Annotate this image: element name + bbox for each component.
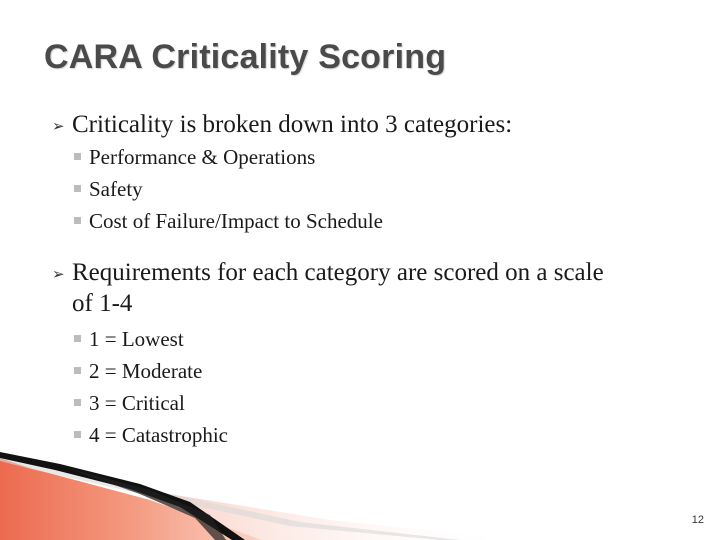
list-item-label: 1 = Lowest bbox=[89, 327, 184, 351]
square-bullet-icon bbox=[74, 153, 81, 160]
list-item-label: 4 = Catastrophic bbox=[89, 423, 228, 447]
list-item bbox=[89, 358, 202, 384]
square-bullet-icon bbox=[74, 217, 81, 224]
arrow-bullet-icon: ➢ bbox=[52, 265, 65, 283]
list-item-label: 3 = Critical bbox=[89, 391, 185, 415]
bullet-text: Criticality is broken down into 3 categories: bbox=[72, 111, 513, 138]
list-item bbox=[89, 326, 184, 352]
square-bullet-icon bbox=[74, 431, 81, 438]
list-item-label: Performance & Operations bbox=[89, 145, 316, 169]
list-item bbox=[89, 144, 315, 170]
square-bullet-icon bbox=[74, 399, 81, 406]
list-item bbox=[89, 390, 185, 416]
list-item bbox=[89, 208, 383, 234]
list-item bbox=[89, 422, 228, 448]
bullet-text-line2: of 1-4 bbox=[72, 290, 133, 317]
list-item-label: 2 = Moderate bbox=[89, 359, 203, 383]
bullet-criticality bbox=[52, 110, 513, 140]
page-number: 12 bbox=[691, 514, 704, 526]
square-bullet-icon bbox=[74, 185, 81, 192]
bullet-text-line1: Requirements for each category are scored on a scale bbox=[72, 259, 604, 286]
list-item bbox=[89, 176, 143, 202]
square-bullet-icon bbox=[74, 367, 81, 374]
slide-title: CARA Criticality Scoring bbox=[44, 38, 447, 76]
list-item-label: Cost of Failure/Impact to Schedule bbox=[89, 209, 383, 233]
arrow-bullet-icon: ➢ bbox=[52, 117, 65, 135]
square-bullet-icon bbox=[74, 335, 81, 342]
list-item-label: Safety bbox=[89, 177, 143, 201]
bullet-requirements bbox=[52, 258, 604, 288]
bullet-requirements-continued bbox=[72, 289, 132, 319]
